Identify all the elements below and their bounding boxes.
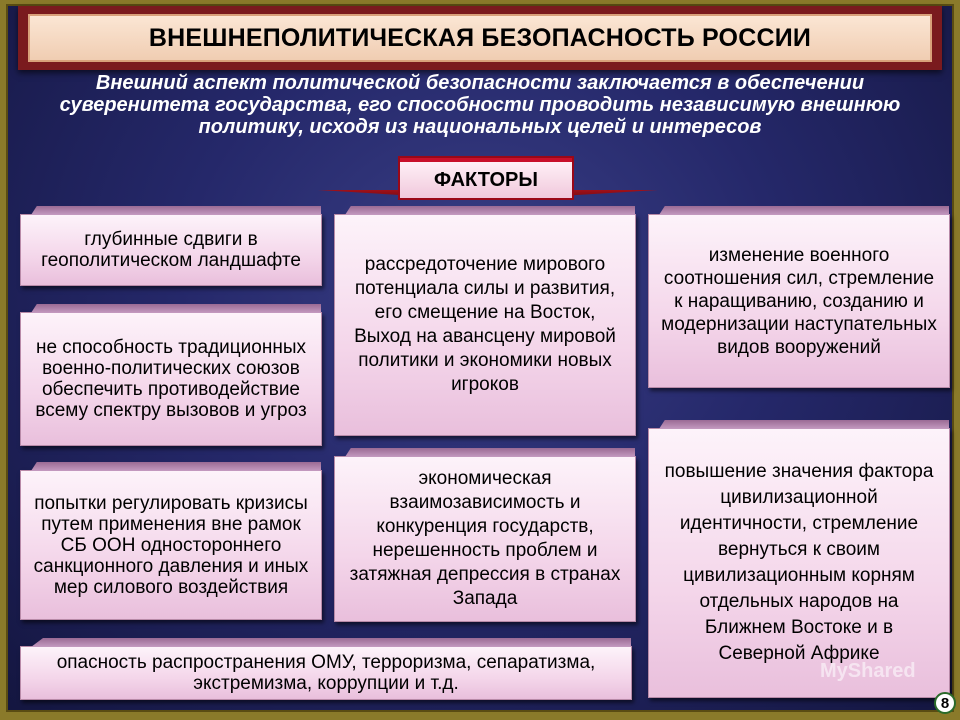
- factor-box-6: экономическая взаимозависимость и конкуренция государств, нерешенность проблем и затяжная депрессия в странах Запада: [334, 456, 636, 622]
- intro-text: [40, 72, 920, 138]
- factors-header: ФАКТОРЫ: [400, 158, 572, 198]
- factor-box-3: попытки регулировать кризисы путем применения вне рамок СБ ООН одностороннего санкционного давления и иных мер силового воздействия: [20, 470, 322, 620]
- factor-box-4: опасность распространения ОМУ, терроризма, сепаратизма, экстремизма, коррупции и т.д.: [20, 646, 632, 700]
- factor-box-2: не способность традиционных военно-политических союзов обеспечить противодействие всему спектру вызовов и угроз: [20, 312, 322, 446]
- intro-rest: политической безопасности заключается в обеспечении суверенитета государства, его способности проводить независимую внешнюю политику, исходя из национальных целей и интересов: [59, 72, 901, 138]
- page-title: ВНЕШНЕПОЛИТИЧЕСКАЯ БЕЗОПАСНОСТЬ РОССИИ: [28, 14, 932, 62]
- page-number: 8: [934, 692, 956, 714]
- factor-box-1: глубинные сдвиги в геополитическом ландшафте: [20, 214, 322, 286]
- factor-box-5: рассредоточение мирового потенциала силы и развития, его смещение на Восток, Выход на авансцену мировой политики и экономики новых игроков: [334, 214, 636, 436]
- factor-box-8: повышение значения фактора цивилизационной идентичности, стремление вернуться к своим цивилизационным корням отдельных народов на Ближнем Востоке и в Северной Африке: [648, 428, 950, 698]
- intro-lead: Внешний аспект: [95, 72, 267, 94]
- factor-box-7: изменение военного соотношения сил, стремление к наращиванию, созданию и модернизации наступательных видов вооружений: [648, 214, 950, 388]
- title-bar: [18, 6, 942, 70]
- watermark: MyShared: [820, 660, 916, 682]
